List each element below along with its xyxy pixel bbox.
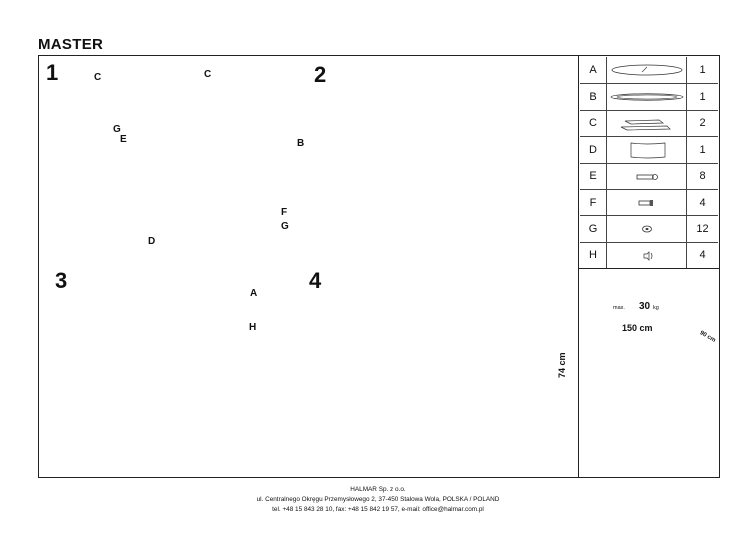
max-load-value: 30 bbox=[639, 301, 651, 312]
label-d-step1: D bbox=[148, 236, 156, 247]
label-f-step2: F bbox=[281, 207, 288, 218]
part-row-a bbox=[580, 57, 718, 83]
part-qty: 12 bbox=[696, 223, 709, 236]
fabric-panel-icon bbox=[607, 137, 687, 162]
part-row-g bbox=[580, 215, 718, 241]
bolt-icon bbox=[607, 190, 687, 215]
glass-top-icon bbox=[607, 57, 687, 83]
part-letter: B bbox=[580, 84, 607, 109]
part-letter: E bbox=[580, 164, 607, 189]
step-number-1: 1 bbox=[46, 60, 59, 85]
part-row-f bbox=[580, 189, 718, 215]
step-number-4: 4 bbox=[309, 268, 322, 293]
part-qty: 4 bbox=[699, 249, 706, 262]
width-dimension: 150 cm bbox=[622, 323, 653, 333]
part-qty: 1 bbox=[699, 64, 706, 77]
footer-address: ul. Centralnego Okręgu Przemysłowego 2, 37-450 Stalowa Wola, POLSKA / POLAND bbox=[256, 496, 500, 503]
suction-pad-icon bbox=[607, 243, 687, 268]
height-dimension: 74 cm bbox=[557, 352, 567, 378]
label-a-step3: A bbox=[250, 288, 258, 299]
part-row-d bbox=[580, 136, 718, 162]
part-qty: 4 bbox=[699, 196, 706, 209]
label-g-step1: G bbox=[113, 124, 121, 135]
label-h-step3: H bbox=[249, 322, 257, 333]
part-letter: D bbox=[580, 137, 607, 162]
part-row-h bbox=[580, 242, 718, 268]
part-letter: H bbox=[580, 243, 607, 268]
label-c-left: C bbox=[94, 72, 102, 83]
part-letter: A bbox=[580, 57, 607, 83]
label-c-right: C bbox=[204, 69, 212, 80]
part-qty: 1 bbox=[699, 143, 706, 156]
washer-icon bbox=[607, 216, 687, 241]
label-e-step1: E bbox=[120, 134, 127, 145]
step-number-2: 2 bbox=[314, 62, 327, 87]
footer-company: HALMAR Sp. z o.o. bbox=[350, 486, 406, 493]
label-b-step2: B bbox=[297, 138, 305, 149]
max-load-label: max. bbox=[613, 305, 625, 311]
part-letter: C bbox=[580, 111, 607, 136]
step-number-3: 3 bbox=[55, 268, 68, 293]
lower-glass-icon bbox=[607, 84, 687, 109]
depth-dimension: 90 cm bbox=[698, 330, 717, 344]
part-qty: 1 bbox=[699, 91, 706, 104]
max-load-unit: kg bbox=[653, 305, 659, 311]
part-row-c bbox=[580, 110, 718, 136]
part-qty: 2 bbox=[699, 117, 706, 130]
footer-contact: tel. +48 15 843 28 10, fax: +48 15 842 19 57, e-mail: office@halmar.com.pl bbox=[272, 506, 484, 513]
part-letter: G bbox=[580, 216, 607, 241]
leg-frame-icon bbox=[607, 111, 687, 136]
screw-icon bbox=[607, 164, 687, 189]
part-qty: 8 bbox=[699, 170, 706, 183]
part-letter: F bbox=[580, 190, 607, 215]
document-title: MASTER bbox=[38, 36, 104, 53]
part-row-e bbox=[580, 163, 718, 189]
part-row-b bbox=[580, 83, 718, 109]
label-g-step2: G bbox=[281, 221, 289, 232]
